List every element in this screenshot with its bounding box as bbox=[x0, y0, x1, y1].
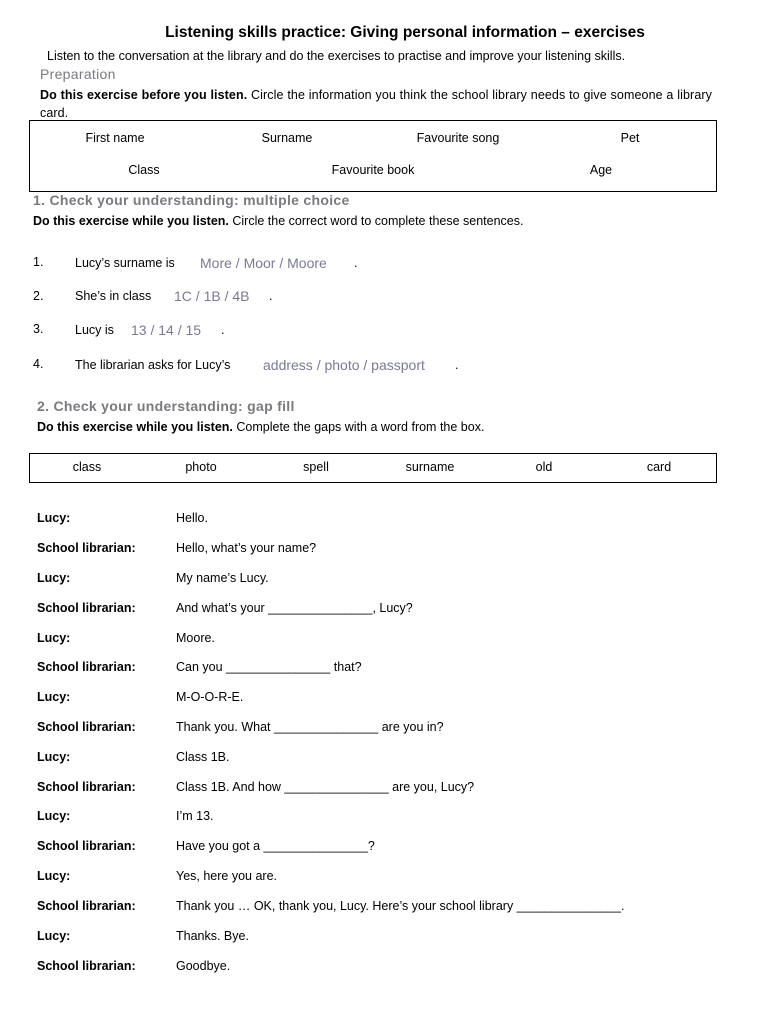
word-class: class bbox=[72, 460, 102, 474]
question-number: 3. bbox=[33, 322, 44, 336]
dialogue-line: Thanks. Bye. bbox=[176, 929, 249, 943]
dialogue-speaker: Lucy: bbox=[37, 571, 71, 585]
dialogue-speaker: Lucy: bbox=[37, 631, 71, 645]
question-text: Lucy is bbox=[75, 323, 114, 337]
dialogue-speaker: School librarian: bbox=[37, 839, 136, 853]
dialogue-line: Hello, what’s your name? bbox=[176, 541, 317, 555]
section2-instruction bbox=[37, 420, 484, 434]
dialogue-speaker: School librarian: bbox=[37, 959, 136, 973]
word-card: card bbox=[646, 460, 672, 474]
preparation-instruction-rest: Circle the information you think the school library needs to give someone a library card. bbox=[40, 88, 712, 120]
dialogue-speaker: School librarian: bbox=[37, 541, 136, 555]
dialogue-speaker: Lucy: bbox=[37, 750, 71, 764]
question-text: Lucy’s surname is bbox=[75, 256, 175, 270]
dialogue-line: My name’s Lucy. bbox=[176, 571, 269, 585]
question-end: . bbox=[354, 256, 358, 270]
dialogue-speaker: Lucy: bbox=[37, 929, 71, 943]
dialogue-line[interactable]: Thank you. What _______________ are you in? bbox=[176, 720, 444, 734]
option-pet[interactable]: Pet bbox=[620, 131, 640, 145]
section1-heading: 1. Check your understanding: multiple choice bbox=[33, 192, 350, 208]
word-surname: surname bbox=[405, 460, 455, 474]
option-surname[interactable]: Surname bbox=[261, 131, 313, 145]
question-end: . bbox=[221, 323, 225, 337]
question-options[interactable]: 1C / 1B / 4B bbox=[174, 288, 250, 304]
question-text: She’s in class bbox=[75, 289, 152, 303]
dialogue-speaker: Lucy: bbox=[37, 511, 71, 525]
option-favourite-book[interactable]: Favourite book bbox=[331, 163, 415, 177]
question-options[interactable]: address / photo / passport bbox=[263, 357, 425, 373]
section2-instruction-rest: Complete the gaps with a word from the box. bbox=[232, 420, 485, 434]
page-title: Listening skills practice: Giving personal information – exercises bbox=[165, 24, 645, 41]
dialogue-speaker: School librarian: bbox=[37, 601, 136, 615]
question-end: . bbox=[269, 289, 273, 303]
question-options[interactable]: More / Moor / Moore bbox=[200, 255, 327, 271]
word-box bbox=[29, 453, 717, 483]
section2-heading: 2. Check your understanding: gap fill bbox=[37, 398, 295, 414]
dialogue-speaker: Lucy: bbox=[37, 809, 71, 823]
word-photo: photo bbox=[185, 460, 217, 474]
dialogue-line[interactable]: And what’s your _______________, Lucy? bbox=[176, 601, 413, 615]
question-text: The librarian asks for Lucy’s bbox=[75, 358, 231, 372]
dialogue-line: Goodbye. bbox=[176, 959, 231, 973]
section1-instruction bbox=[33, 214, 524, 228]
option-first-name[interactable]: First name bbox=[85, 131, 145, 145]
dialogue-speaker: Lucy: bbox=[37, 869, 71, 883]
dialogue-speaker: School librarian: bbox=[37, 780, 136, 794]
question-options[interactable]: 13 / 14 / 15 bbox=[131, 322, 202, 338]
dialogue-line: Moore. bbox=[176, 631, 215, 645]
section2-instruction-bold: Do this exercise while you listen. bbox=[37, 420, 233, 434]
preparation-heading: Preparation bbox=[40, 66, 116, 82]
section1-instruction-rest: Circle the correct word to complete these sentences. bbox=[228, 214, 524, 228]
intro-text: Listen to the conversation at the library and do the exercises to practise and improve your listening skills. bbox=[47, 49, 626, 63]
dialogue-speaker: Lucy: bbox=[37, 690, 71, 704]
dialogue-line: Hello. bbox=[176, 511, 208, 525]
option-age[interactable]: Age bbox=[589, 163, 613, 177]
option-class[interactable]: Class bbox=[128, 163, 160, 177]
dialogue-line: Class 1B. bbox=[176, 750, 230, 764]
dialogue-speaker: School librarian: bbox=[37, 899, 136, 913]
dialogue-line[interactable]: Thank you … OK, thank you, Lucy. Here’s your school library _______________. bbox=[176, 899, 625, 913]
preparation-instruction-bold: Do this exercise before you listen. bbox=[40, 88, 248, 102]
word-old: old bbox=[535, 460, 553, 474]
question-number: 2. bbox=[33, 289, 44, 303]
preparation-instruction bbox=[40, 86, 712, 122]
question-number: 4. bbox=[33, 357, 44, 371]
option-favourite-song[interactable]: Favourite song bbox=[416, 131, 500, 145]
preparation-options-box bbox=[29, 120, 717, 192]
dialogue-line[interactable]: Class 1B. And how _______________ are you, Lucy? bbox=[176, 780, 475, 794]
dialogue-line: Yes, here you are. bbox=[176, 869, 277, 883]
dialogue-speaker: School librarian: bbox=[37, 720, 136, 734]
dialogue-line[interactable]: Have you got a _______________? bbox=[176, 839, 375, 853]
dialogue-line: M-O-O-R-E. bbox=[176, 690, 244, 704]
question-number: 1. bbox=[33, 255, 44, 269]
dialogue-speaker: School librarian: bbox=[37, 660, 136, 674]
dialogue-line: I’m 13. bbox=[176, 809, 214, 823]
dialogue-line[interactable]: Can you _______________ that? bbox=[176, 660, 362, 674]
section1-instruction-bold: Do this exercise while you listen. bbox=[33, 214, 229, 228]
word-spell: spell bbox=[303, 460, 329, 474]
question-end: . bbox=[455, 358, 459, 372]
